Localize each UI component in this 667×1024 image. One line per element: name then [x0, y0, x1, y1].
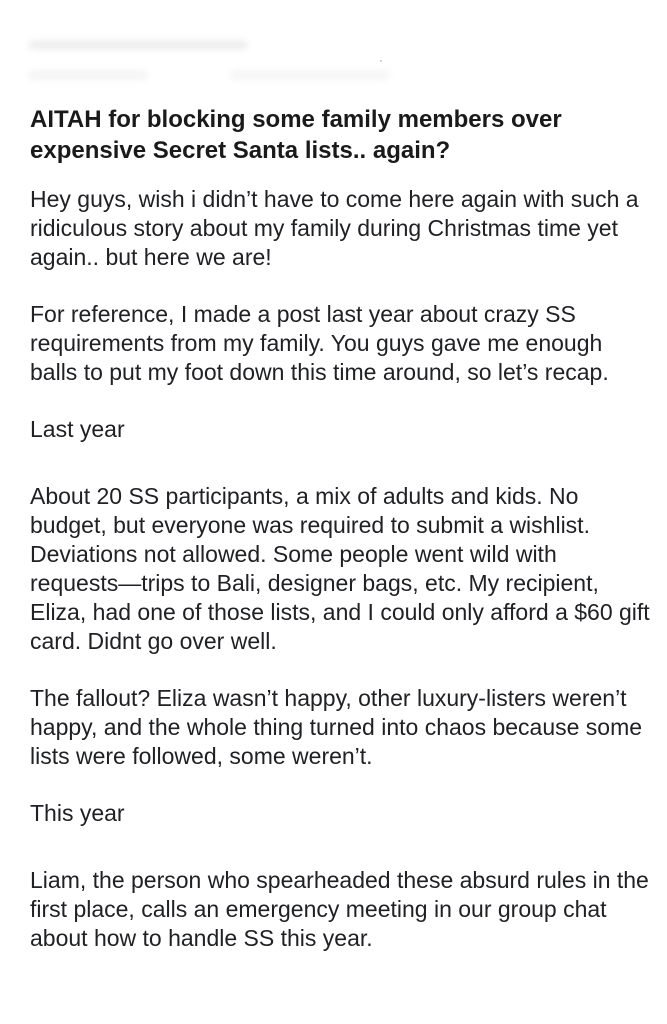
post-content: [30, 104, 657, 981]
section-heading-last-year: Last year: [30, 416, 125, 442]
post-paragraph: Hey guys, wish i didn’t have to come here again with such a ridiculous story about my family during Christmas time yet again.. but here we are!: [30, 186, 645, 270]
post-paragraph: About 20 SS participants, a mix of adults and kids. No budget, but everyone was required to submit a wishlist. Deviations not allowed. Some people went wild with requests—trips to Bali, designer bags, etc. My recipient, Eliza, had one of those lists, and I could only afford a $60 gift card. Didnt go over well.: [30, 483, 657, 654]
blurred-meta-bar-2: [230, 70, 390, 80]
section-heading-this-year: This year: [30, 800, 125, 826]
post-paragraph: Liam, the person who spearheaded these absurd rules in the first place, calls an emergency meeting in our group chat about how to handle SS this year.: [30, 867, 656, 951]
blurred-author-bar: [28, 40, 248, 50]
blurred-dot: [380, 60, 382, 62]
post-title: AITAH for blocking some family members over expensive Secret Santa lists.. again?: [30, 106, 562, 164]
post-paragraph: For reference, I made a post last year about crazy SS requirements from my family. You guys gave me enough balls to put my foot down this time around, so let’s recap.: [30, 301, 609, 385]
blurred-header: [0, 0, 667, 90]
blurred-meta-bar: [28, 70, 148, 80]
post-paragraph: The fallout? Eliza wasn’t happy, other luxury-listers weren’t happy, and the whole thing turned into chaos because some lists were followed, some weren’t.: [30, 685, 649, 769]
